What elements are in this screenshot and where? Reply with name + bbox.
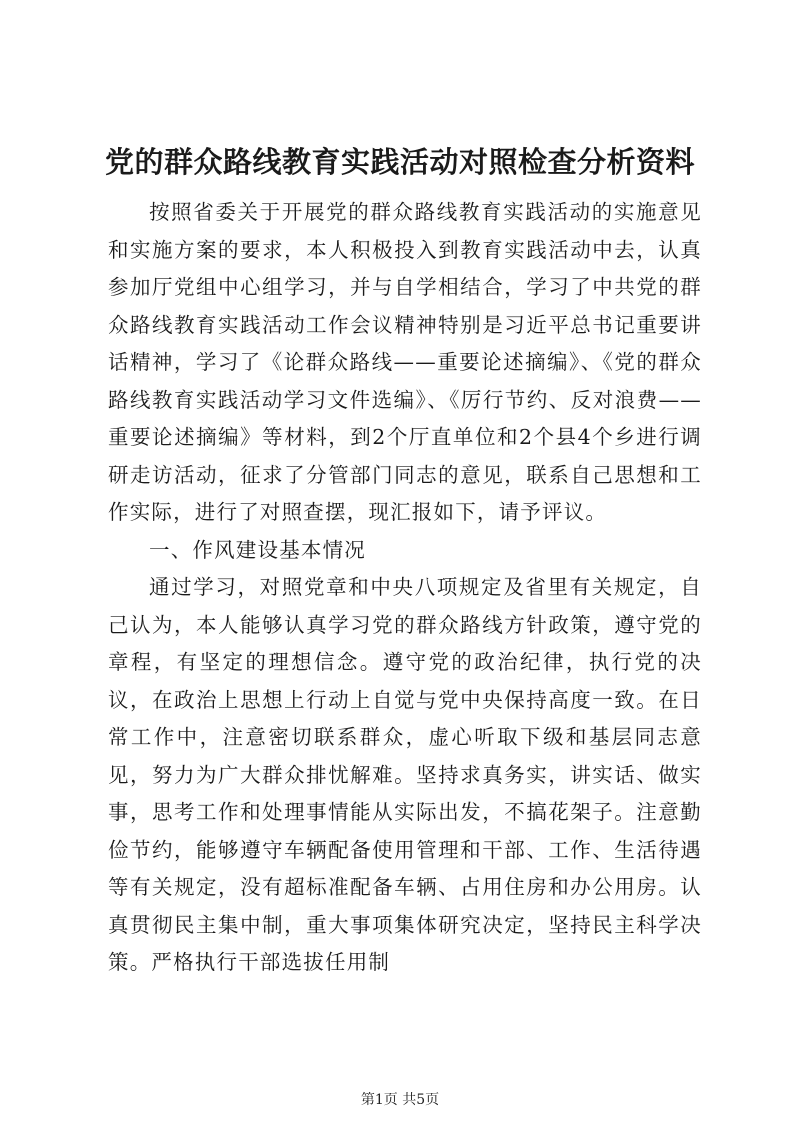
page-title: 党的群众路线教育实践活动对照检查分析资料	[104, 145, 695, 179]
document-body	[108, 194, 702, 982]
page-number-footer: 第1页 共5页	[360, 1092, 440, 1108]
section-heading: 一、作风建设基本情况	[149, 537, 366, 562]
paragraph-situation: 通过学习，对照党章和中央八项规定及省里有关规定，自己认为，本人能够认真学习党的群众路线方针政策，遵守党的章程，有坚定的理想信念。遵守党的政治纪律，执行党的决议，在政治上思想上行动上自觉与党中央保持高度一致。在日常工作中，注意密切联系群众，虚心听取下级和基层同志意见，努力为广大群众排忧解难。坚持求真务实，讲实话、做实事，思考工作和处理事情能从实际出发，不搞花架子。注意勤俭节约，能够遵守车辆配备使用管理和干部、工作、生活待遇等有关规定，没有超标准配备车辆、占用住房和办公用房。认真贯彻民主集中制，重大事项集体研究决定，坚持民主科学决策。严格执行干部选拔任用制	[108, 575, 702, 974]
paragraph-intro: 按照省委关于开展党的群众路线教育实践活动的实施意见和实施方案的要求，本人积极投入到教育实践活动中去，认真参加厅党组中心组学习，并与自学相结合，学习了中共党的群众路线教育实践活动工作会议精神特别是习近平总书记重要讲话精神，学习了《论群众路线——重要论述摘编》、《党的群众路线教育实践活动学习文件选编》、《厉行节约、反对浪费——重要论述摘编》等材料，到2个厅直单位和2个县4个乡进行调研走访活动，征求了分管部门同志的意见，联系自己思想和工作实际，进行了对照查摆，现汇报如下，请予评议。	[108, 200, 702, 524]
